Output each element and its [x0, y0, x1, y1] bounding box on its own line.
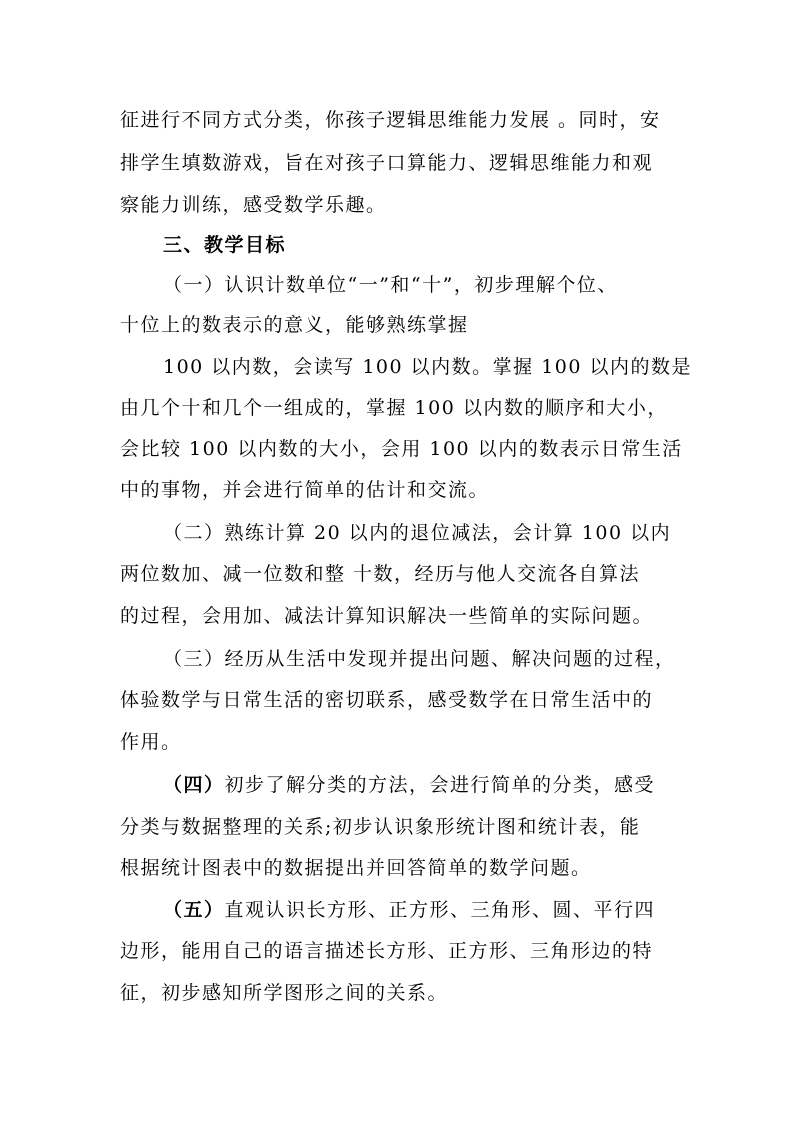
goal-5-line [163, 898, 655, 922]
goal-4-line [163, 773, 655, 797]
goal-4-line: 分类与数据整理的关系;初步认识象形统计图和统计表，能 [120, 816, 641, 838]
goal-2-line: 两位数加、减一位数和整 十数，经历与他人交流各自算法 [120, 563, 641, 585]
goal-3-line: 体验数学与日常生活的密切联系，感受数学在日常生活中的 [120, 689, 654, 711]
goal-1-line: 会比较 100 以内数的大小，会用 100 以内的数表示日常生活 [120, 438, 683, 460]
goal-2-line: 的过程，会用加、减法计算知识解决一些简单的实际问题。 [120, 605, 654, 627]
goal-4-text: 初步了解分类的方法，会进行简单的分类，感受 [224, 774, 656, 796]
goal-2-line: （二）熟练计算 20 以内的退位减法，会计算 100 以内 [163, 522, 672, 544]
goal-1-line: 十位上的数表示的意义，能够熟练掌握 [120, 314, 469, 336]
section-heading: 三、教学目标 [163, 234, 287, 256]
goal-3-line: （三）经历从生活中发现并提出问题、解决问题的过程， [163, 648, 676, 670]
goal-5-line: 征，初步感知所学图形之间的关系。 [120, 982, 449, 1004]
text-line: 察能力训练，感受数学乐趣。 [120, 194, 387, 216]
goal-1-line: 中的事物，并会进行简单的估计和交流。 [120, 479, 490, 501]
goal-1-line: 100 以内数，会读写 100 以内数。掌握 100 以内的数是 [163, 356, 692, 378]
goal-1-line: 由几个十和几个一组成的，掌握 100 以内数的顺序和大小， [120, 397, 668, 419]
goal-5-label: （五） [163, 899, 225, 921]
goal-5-text: 直观认识长方形、正方形、三角形、圆、平行四 [224, 899, 656, 921]
goal-5-line: 边形，能用自己的语言描述长方形、正方形、三角形边的特 [120, 940, 654, 962]
text-line: 排学生填数游戏，旨在对孩子口算能力、逻辑思维能力和观 [120, 152, 654, 174]
goal-1-line: （一）认识计数单位“一”和“十”，初步理解个位、 [163, 274, 618, 296]
goal-4-line: 根据统计图表中的数据提出并回答简单的数学问题。 [120, 857, 592, 879]
goal-3-line: 作用。 [120, 731, 182, 753]
goal-4-label: （四） [163, 774, 225, 796]
text-line: 征进行不同方式分类，你孩子逻辑思维能力发展 。同时，安 [120, 109, 661, 131]
